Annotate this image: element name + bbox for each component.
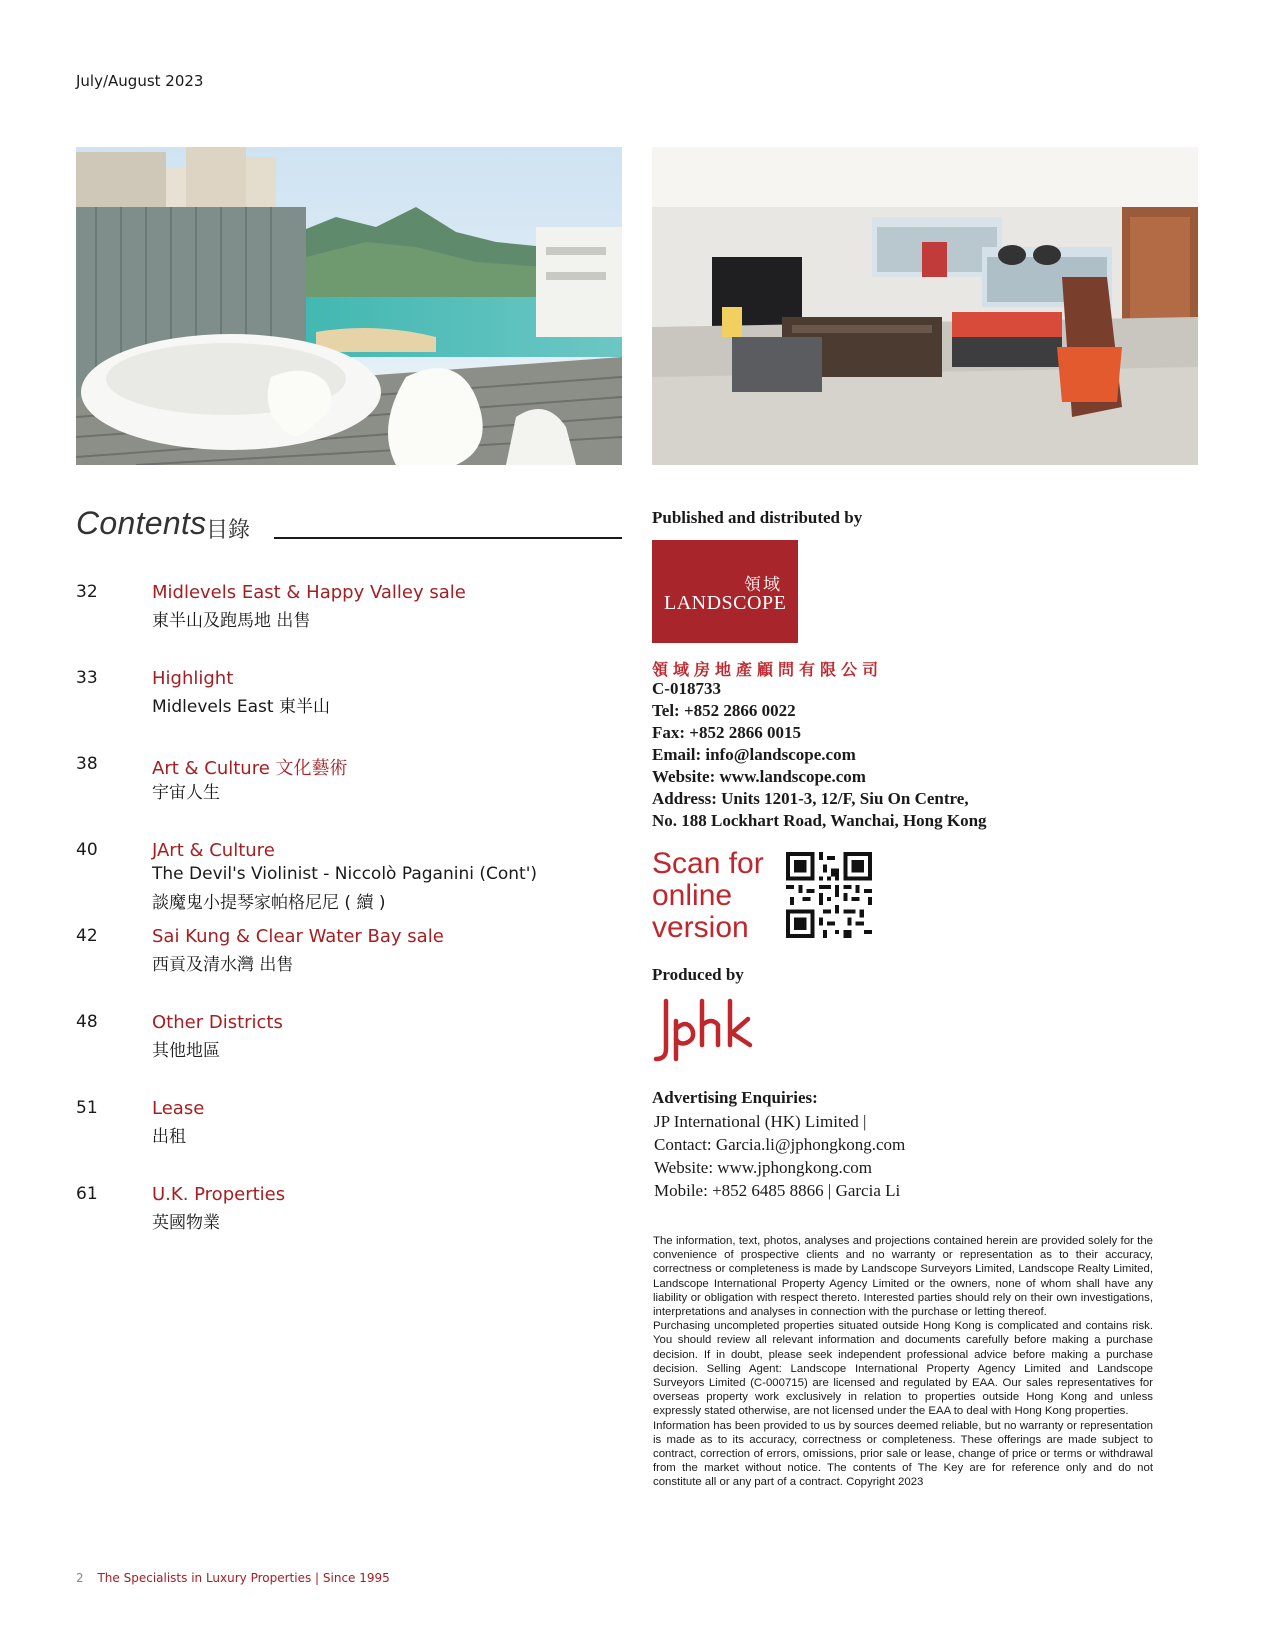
qr-code-graphic bbox=[786, 852, 872, 938]
footer-tagline: The Specialists in Luxury Properties | Since 1995 bbox=[97, 1571, 390, 1585]
disclaimer-paragraph: Information has been provided to us by sources deemed reliable, but no warranty or representation is made as to its accuracy, correctness or completeness. These offerings are made subject to contract, correction of errors, omissions, prior sale or lease, change of price or terms or withdrawal from the market without notice. The contents of The Key are for reference only and do not constitute all or any part of a contract. Copyright 2023 bbox=[653, 1419, 1153, 1489]
landscope-logo-text: LANDSCOPE bbox=[664, 592, 787, 614]
toc-title[interactable]: Sai Kung & Clear Water Bay sale bbox=[152, 926, 444, 947]
contents-title-cjk: 目錄 bbox=[206, 518, 251, 543]
advertiser-email-link[interactable]: Contact: Garcia.li@jphongkong.com bbox=[654, 1135, 906, 1154]
address-line-2: No. 188 Lockhart Road, Wanchai, Hong Kong bbox=[652, 811, 987, 830]
toc-subtitle: 出租 bbox=[152, 1127, 186, 1147]
advertiser-mobile: Mobile: +852 6485 8866 | Garcia Li bbox=[654, 1181, 901, 1200]
advertiser-name: JP International (HK) Limited | bbox=[654, 1112, 867, 1131]
toc-page-number: 48 bbox=[76, 1012, 98, 1032]
contents-title: Contents bbox=[76, 505, 207, 541]
toc-title[interactable]: Lease bbox=[152, 1098, 205, 1119]
toc-subtitle: 其他地區 bbox=[152, 1041, 220, 1061]
toc-subtitle: 英國物業 bbox=[152, 1213, 220, 1233]
footer-page-number: 2 bbox=[76, 1571, 84, 1585]
toc-title[interactable]: Midlevels East & Happy Valley sale bbox=[152, 582, 466, 603]
toc-title[interactable]: Art & Culture 文化藝術 bbox=[152, 758, 348, 779]
toc-page-number: 61 bbox=[76, 1184, 98, 1204]
page-footer bbox=[76, 1571, 390, 1585]
website-link[interactable]: Website: www.landscope.com bbox=[652, 767, 866, 786]
email-link[interactable]: Email: info@landscope.com bbox=[652, 745, 856, 764]
scan-prompt bbox=[652, 848, 764, 944]
toc-title[interactable]: U.K. Properties bbox=[152, 1184, 286, 1205]
living-room-photo-image bbox=[652, 147, 1198, 465]
toc-page-number: 38 bbox=[76, 754, 98, 774]
toc-title[interactable]: JArt & Culture bbox=[152, 840, 275, 861]
disclaimer-paragraph: The information, text, photos, analyses and projections contained herein are provided solely for the convenience of prospective clients and no warranty or representation as to their accuracy, correctness or completeness is made by Landscope Surveyors Limited, Landscope Realty Limited, Landscope International Property Agency Limited or the owners, none of whom shall have any liability or obligation with respect thereto. Interested parties should rely on their own investigations, interpretations and analyses in connection with the purchase or letting thereof. bbox=[653, 1235, 1153, 1319]
terrace-photo bbox=[76, 147, 622, 465]
toc-subtitle-cjk: 談魔鬼小提琴家帕格尼尼 ( 續 ) bbox=[152, 893, 386, 913]
contents-divider bbox=[274, 537, 622, 539]
advertising-label: Advertising Enquiries: bbox=[652, 1088, 818, 1107]
toc-page-number: 40 bbox=[76, 840, 98, 860]
toc-subtitle: 宇宙人生 bbox=[152, 783, 220, 803]
toc-page-number: 51 bbox=[76, 1098, 98, 1118]
living-room-photo bbox=[652, 147, 1198, 465]
jphk-logo-mark bbox=[652, 995, 772, 1065]
company-name-cjk: 領域房地產顧問有限公司 bbox=[652, 660, 884, 679]
disclaimer bbox=[653, 1234, 1153, 1490]
toc-title[interactable]: Highlight bbox=[152, 668, 234, 689]
tel-line: Tel: +852 2866 0022 bbox=[652, 701, 796, 720]
landscope-logo bbox=[652, 540, 798, 643]
toc-subtitle: Midlevels East 東半山 bbox=[152, 697, 330, 717]
toc-subtitle: 西貢及清水灣 出售 bbox=[152, 955, 294, 975]
disclaimer-paragraph: Purchasing uncompleted properties situated outside Hong Kong is complicated and contains risk. You should review all relevant information and documents carefully before making a purchase decision. If in doubt, please seek independent professional advice before making a purchase decision. Selling Agent: Landscope International Property Agency Limited and Landscope Surveyors Limited (C-000715) are licensed and regulated by EAA. Our sales representatives for overseas property work exclusively in relation to properties outside Hong Kong and unless expressly stated otherwise, are not licensed under the EAA to deal with Hong Kong properties. bbox=[653, 1320, 1153, 1418]
toc-subtitle: The Devil's Violinist - Niccolò Paganini (Cont') bbox=[152, 864, 538, 884]
fax-line: Fax: +852 2866 0015 bbox=[652, 723, 801, 742]
scan-line-3: version bbox=[652, 911, 749, 944]
jphk-logo bbox=[652, 995, 772, 1065]
toc-title[interactable]: Other Districts bbox=[152, 1012, 283, 1033]
license-number: C-018733 bbox=[652, 679, 721, 698]
toc-page-number: 32 bbox=[76, 582, 98, 602]
terrace-photo-image bbox=[76, 147, 622, 465]
landscope-logo-cjk: 領域 bbox=[744, 575, 782, 595]
scan-line-2: online bbox=[652, 879, 733, 912]
published-by-label: Published and distributed by bbox=[652, 508, 863, 527]
toc-page-number: 42 bbox=[76, 926, 98, 946]
toc-subtitle: 東半山及跑馬地 出售 bbox=[152, 611, 311, 631]
scan-line-1: Scan for bbox=[652, 847, 764, 880]
toc-page-number: 33 bbox=[76, 668, 98, 688]
advertiser-website-link[interactable]: Website: www.jphongkong.com bbox=[654, 1158, 873, 1177]
produced-by-label: Produced by bbox=[652, 965, 744, 984]
publisher-contact bbox=[652, 678, 987, 832]
advertising-contact bbox=[654, 1110, 905, 1202]
contents-heading bbox=[76, 505, 622, 545]
issue-date: July/August 2023 bbox=[76, 72, 204, 90]
qr-code-icon[interactable] bbox=[786, 852, 872, 938]
address-line-1: Address: Units 1201-3, 12/F, Siu On Centre, bbox=[652, 789, 969, 808]
